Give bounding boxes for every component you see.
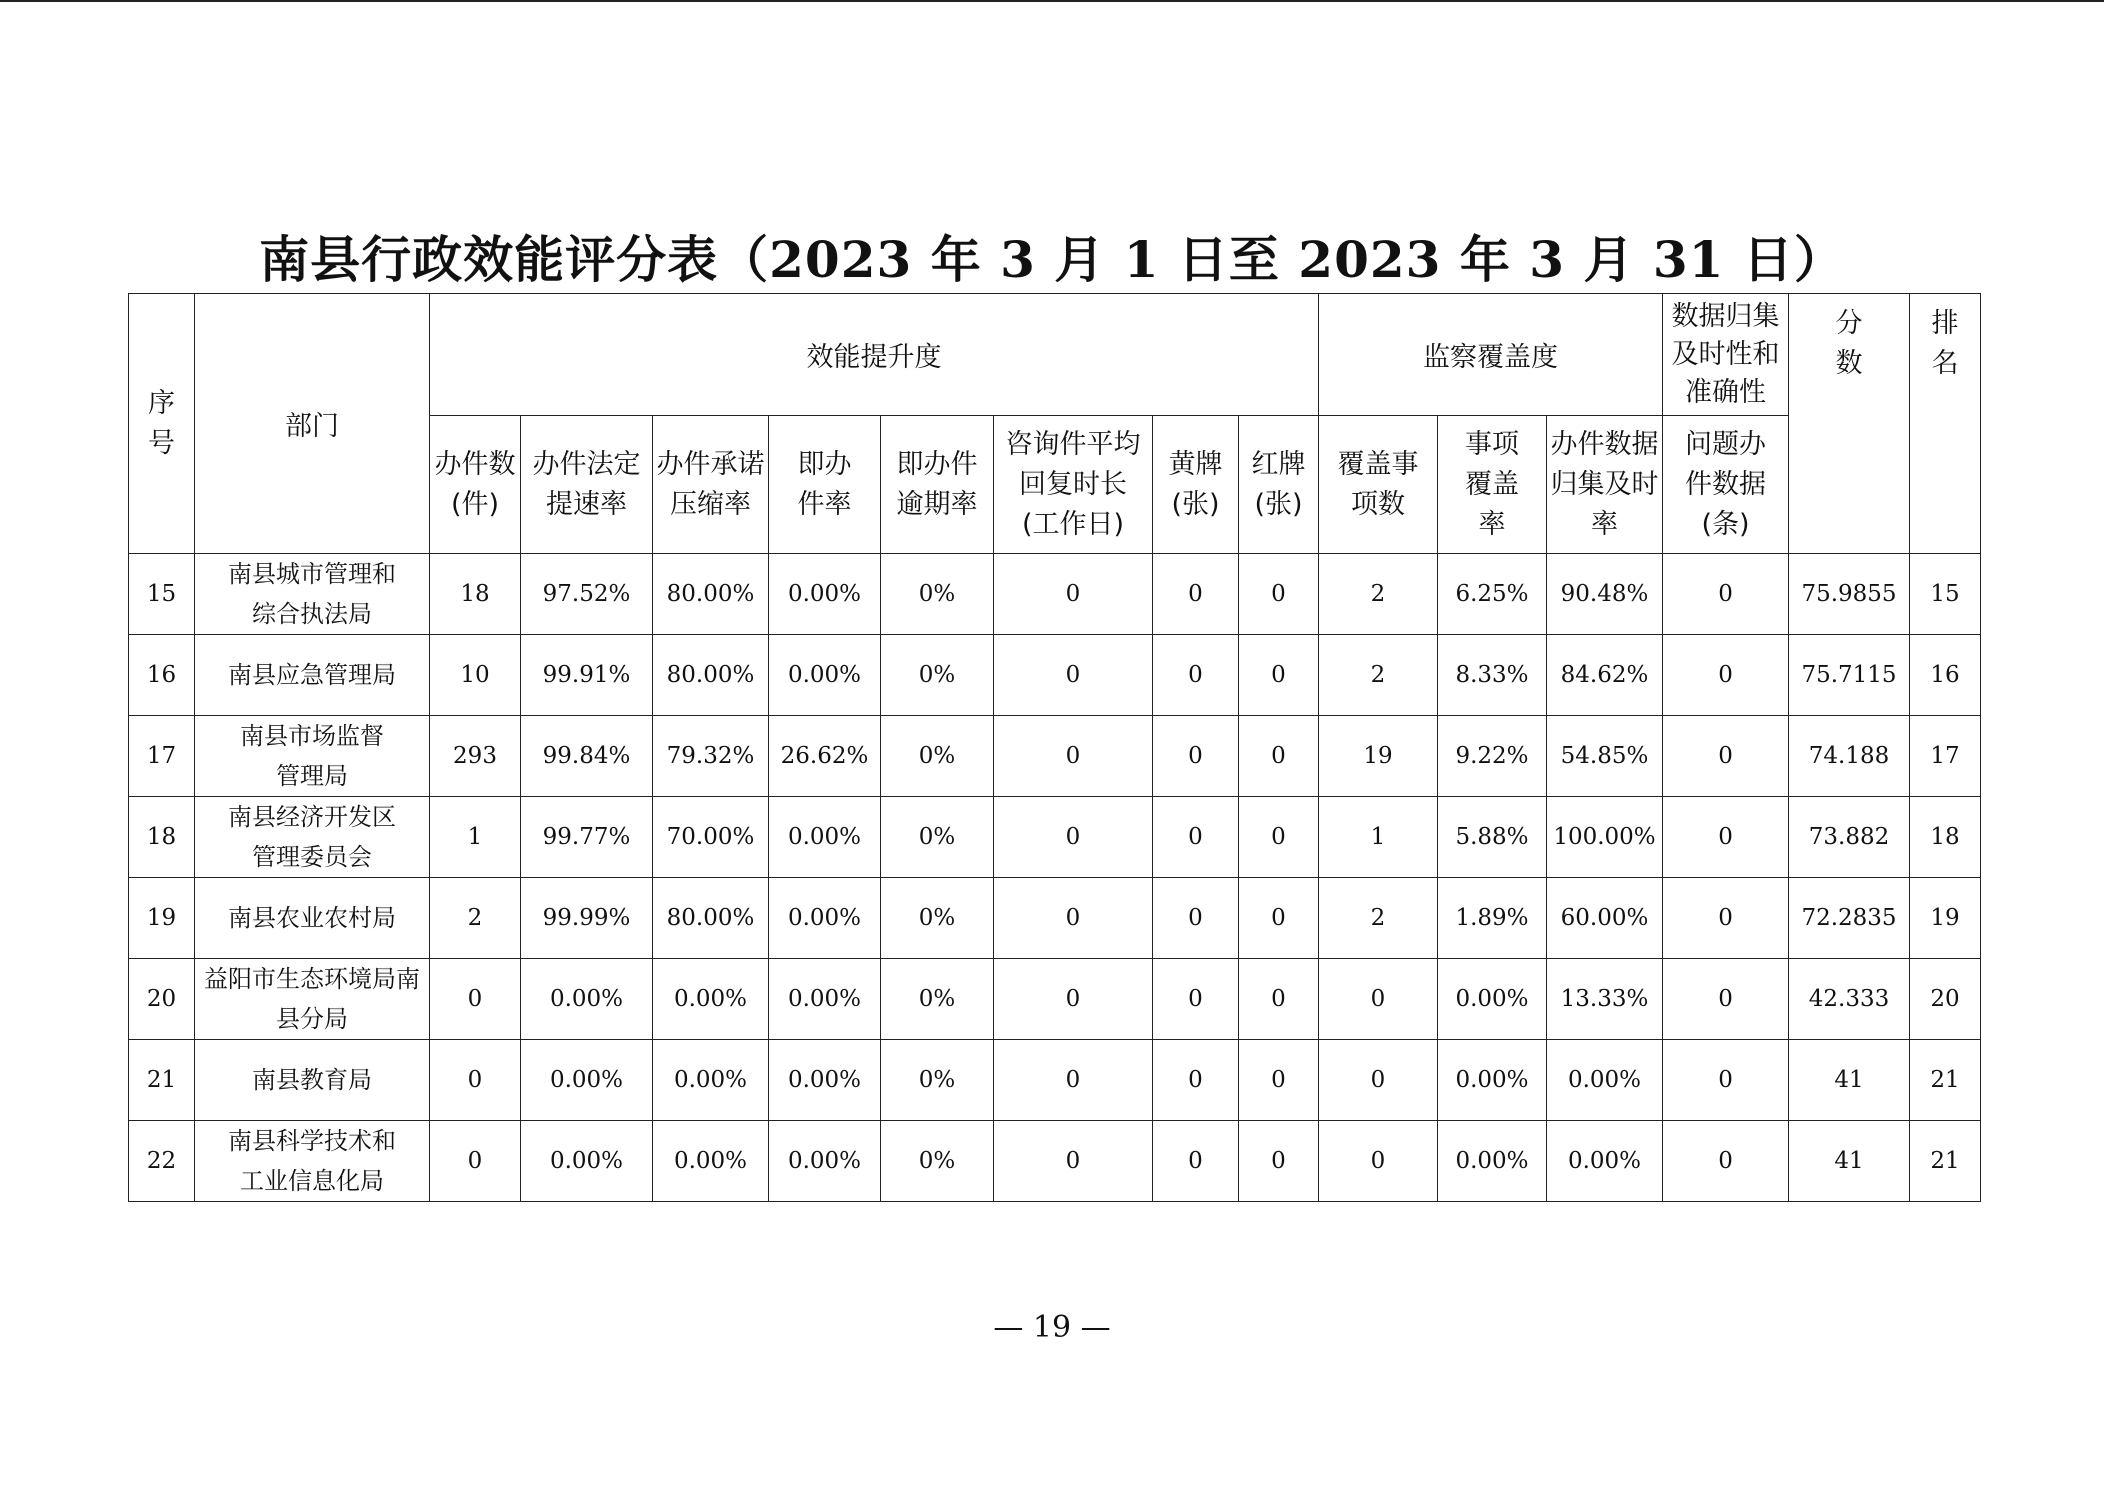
cell-instant: 0.00% — [769, 797, 881, 878]
cell-instant: 0.00% — [769, 878, 881, 959]
table-row — [129, 1040, 1981, 1121]
cell-rank: 15 — [1910, 554, 1981, 635]
table-body — [129, 554, 1981, 1202]
cell-yellow: 0 — [1153, 797, 1239, 878]
cell-instant: 0.00% — [769, 1121, 881, 1202]
dept-name: 南县市场监督管理局 — [240, 722, 384, 790]
cell-dept — [195, 716, 430, 797]
cell-legal: 0.00% — [521, 959, 653, 1040]
cell-cover-rate: 0.00% — [1438, 1040, 1547, 1121]
header-rank — [1910, 294, 1981, 554]
cell-score: 75.9855 — [1789, 554, 1910, 635]
cell-cover-items: 2 — [1319, 554, 1438, 635]
cell-overdue: 0% — [881, 716, 994, 797]
cell-timely: 13.33% — [1547, 959, 1663, 1040]
cell-red: 0 — [1239, 554, 1319, 635]
header-data-group-text: 数据归集及时性和准确性 — [1671, 300, 1780, 408]
cell-commit: 0.00% — [653, 1040, 769, 1121]
cell-cover-items: 2 — [1319, 635, 1438, 716]
cell-problem: 0 — [1663, 635, 1789, 716]
cell-cover-items: 0 — [1319, 959, 1438, 1040]
page-top-border — [0, 0, 2104, 2]
cell-consult: 0 — [994, 959, 1153, 1040]
cell-yellow: 0 — [1153, 554, 1239, 635]
cell-rank: 21 — [1910, 1121, 1981, 1202]
cell-rank: 20 — [1910, 959, 1981, 1040]
cell-commit: 80.00% — [653, 635, 769, 716]
cell-legal: 99.91% — [521, 635, 653, 716]
cell-score: 74.188 — [1789, 716, 1910, 797]
dept-name: 南县农业农村局 — [228, 904, 396, 932]
cell-instant: 26.62% — [769, 716, 881, 797]
dept-name: 南县应急管理局 — [228, 661, 396, 689]
cell-cases: 18 — [430, 554, 521, 635]
cell-legal: 0.00% — [521, 1040, 653, 1121]
cell-cover-rate: 0.00% — [1438, 959, 1547, 1040]
cell-yellow: 0 — [1153, 635, 1239, 716]
cell-score: 41 — [1789, 1121, 1910, 1202]
cell-dept — [195, 797, 430, 878]
table-row — [129, 959, 1981, 1040]
cell-consult: 0 — [994, 635, 1153, 716]
cell-commit: 80.00% — [653, 878, 769, 959]
header-seq — [129, 294, 195, 554]
header-consult-text: 咨询件平均回复时长(工作日) — [1005, 428, 1141, 540]
cell-cover-rate: 1.89% — [1438, 878, 1547, 959]
header-instant-overdue-text: 即办件逾期率 — [896, 448, 978, 520]
header-supervision-group: 监察覆盖度 — [1319, 294, 1663, 416]
cell-cases: 2 — [430, 878, 521, 959]
cell-overdue: 0% — [881, 554, 994, 635]
cell-rank: 17 — [1910, 716, 1981, 797]
cell-overdue: 0% — [881, 1121, 994, 1202]
cell-cases: 293 — [430, 716, 521, 797]
cell-rank: 16 — [1910, 635, 1981, 716]
cell-problem: 0 — [1663, 959, 1789, 1040]
cell-legal: 99.84% — [521, 716, 653, 797]
cell-seq: 17 — [129, 716, 195, 797]
cell-problem: 0 — [1663, 716, 1789, 797]
cell-score: 72.2835 — [1789, 878, 1910, 959]
cell-cover-items: 19 — [1319, 716, 1438, 797]
cell-score: 75.7115 — [1789, 635, 1910, 716]
cell-problem: 0 — [1663, 878, 1789, 959]
cell-dept — [195, 635, 430, 716]
header-problem-text: 问题办件数据(条) — [1685, 428, 1767, 540]
cell-problem: 0 — [1663, 554, 1789, 635]
dept-name: 南县经济开发区管理委员会 — [228, 803, 396, 871]
cell-yellow: 0 — [1153, 716, 1239, 797]
dept-name: 益阳市生态环境局南县分局 — [204, 965, 420, 1033]
header-red-text: 红牌(张) — [1251, 448, 1306, 520]
table-row — [129, 716, 1981, 797]
table-row — [129, 878, 1981, 959]
cell-consult: 0 — [994, 716, 1153, 797]
cell-overdue: 0% — [881, 1040, 994, 1121]
cell-dept — [195, 959, 430, 1040]
table-row — [129, 1121, 1981, 1202]
cell-score: 42.333 — [1789, 959, 1910, 1040]
header-rank-text: 排名 — [1931, 307, 1959, 379]
cell-consult: 0 — [994, 878, 1153, 959]
cell-consult: 0 — [994, 1121, 1153, 1202]
page-title: 南县行政效能评分表（2023 年 3 月 1 日至 2023 年 3 月 31 日） — [259, 230, 1845, 289]
cell-seq: 21 — [129, 1040, 195, 1121]
header-legal-speed-text: 办件法定提速率 — [532, 448, 641, 520]
header-instant-overdue — [881, 416, 994, 554]
cell-seq: 22 — [129, 1121, 195, 1202]
table-row — [129, 797, 1981, 878]
cell-cover-rate: 5.88% — [1438, 797, 1547, 878]
header-problem — [1663, 416, 1789, 554]
header-efficiency-group: 效能提升度 — [430, 294, 1319, 416]
header-commit-comp — [653, 416, 769, 554]
cell-overdue: 0% — [881, 797, 994, 878]
cell-red: 0 — [1239, 797, 1319, 878]
cell-problem: 0 — [1663, 1040, 1789, 1121]
cell-yellow: 0 — [1153, 1040, 1239, 1121]
cell-cases: 0 — [430, 1121, 521, 1202]
cell-seq: 16 — [129, 635, 195, 716]
cell-cover-items: 1 — [1319, 797, 1438, 878]
cell-cases: 1 — [430, 797, 521, 878]
dept-name: 南县科学技术和工业信息化局 — [228, 1127, 396, 1195]
cell-dept — [195, 554, 430, 635]
cell-red: 0 — [1239, 878, 1319, 959]
dept-name: 南县教育局 — [252, 1066, 372, 1094]
header-cover-rate-text: 事项覆盖率 — [1465, 428, 1519, 540]
header-red — [1239, 416, 1319, 554]
cell-commit: 0.00% — [653, 959, 769, 1040]
cell-legal: 0.00% — [521, 1121, 653, 1202]
cell-overdue: 0% — [881, 635, 994, 716]
cell-cover-items: 2 — [1319, 878, 1438, 959]
header-cover-items — [1319, 416, 1438, 554]
score-table — [128, 293, 1981, 1202]
cell-legal: 99.77% — [521, 797, 653, 878]
cell-instant: 0.00% — [769, 635, 881, 716]
header-commit-comp-text: 办件承诺压缩率 — [656, 448, 765, 520]
header-legal-speed — [521, 416, 653, 554]
cell-dept — [195, 1040, 430, 1121]
cell-cover-rate: 8.33% — [1438, 635, 1547, 716]
cell-commit: 80.00% — [653, 554, 769, 635]
cell-timely: 0.00% — [1547, 1040, 1663, 1121]
cell-red: 0 — [1239, 959, 1319, 1040]
cell-problem: 0 — [1663, 797, 1789, 878]
cell-problem: 0 — [1663, 1121, 1789, 1202]
cell-cover-rate: 6.25% — [1438, 554, 1547, 635]
header-cover-rate — [1438, 416, 1547, 554]
cell-cases: 0 — [430, 959, 521, 1040]
cell-timely: 100.00% — [1547, 797, 1663, 878]
cell-consult: 0 — [994, 797, 1153, 878]
cell-cover-items: 0 — [1319, 1040, 1438, 1121]
cell-rank: 21 — [1910, 1040, 1981, 1121]
header-data-group — [1663, 294, 1789, 416]
header-yellow-text: 黄牌(张) — [1168, 448, 1223, 520]
cell-legal: 99.99% — [521, 878, 653, 959]
cell-yellow: 0 — [1153, 1121, 1239, 1202]
header-cover-items-text: 覆盖事项数 — [1337, 448, 1419, 520]
header-data-timely-text: 办件数据归集及时率 — [1550, 428, 1659, 540]
cell-yellow: 0 — [1153, 878, 1239, 959]
header-data-timely — [1547, 416, 1663, 554]
cell-cover-rate: 9.22% — [1438, 716, 1547, 797]
cell-timely: 54.85% — [1547, 716, 1663, 797]
header-cases-text: 办件数(件) — [434, 448, 516, 520]
cell-score: 73.882 — [1789, 797, 1910, 878]
table-row — [129, 554, 1981, 635]
cell-timely: 60.00% — [1547, 878, 1663, 959]
cell-cases: 10 — [430, 635, 521, 716]
cell-timely: 90.48% — [1547, 554, 1663, 635]
table-row — [129, 635, 1981, 716]
header-dept: 部门 — [195, 294, 430, 554]
header-cases — [430, 416, 521, 554]
cell-red: 0 — [1239, 635, 1319, 716]
header-instant-text: 即办件率 — [797, 448, 852, 520]
cell-red: 0 — [1239, 1121, 1319, 1202]
header-instant — [769, 416, 881, 554]
cell-dept — [195, 1121, 430, 1202]
cell-instant: 0.00% — [769, 1040, 881, 1121]
cell-timely: 0.00% — [1547, 1121, 1663, 1202]
cell-rank: 19 — [1910, 878, 1981, 959]
cell-yellow: 0 — [1153, 959, 1239, 1040]
cell-seq: 18 — [129, 797, 195, 878]
cell-commit: 70.00% — [653, 797, 769, 878]
header-score-text: 分数 — [1835, 307, 1863, 379]
cell-dept — [195, 878, 430, 959]
cell-rank: 18 — [1910, 797, 1981, 878]
cell-timely: 84.62% — [1547, 635, 1663, 716]
cell-legal: 97.52% — [521, 554, 653, 635]
cell-consult: 0 — [994, 554, 1153, 635]
cell-seq: 15 — [129, 554, 195, 635]
cell-cover-items: 0 — [1319, 1121, 1438, 1202]
header-seq-text: 序号 — [148, 387, 175, 459]
cell-instant: 0.00% — [769, 554, 881, 635]
cell-cases: 0 — [430, 1040, 521, 1121]
cell-overdue: 0% — [881, 959, 994, 1040]
cell-instant: 0.00% — [769, 959, 881, 1040]
dept-name: 南县城市管理和综合执法局 — [228, 560, 396, 628]
cell-red: 0 — [1239, 716, 1319, 797]
cell-score: 41 — [1789, 1040, 1910, 1121]
page-number: — 19 — — [993, 1310, 1111, 1345]
header-consult — [994, 416, 1153, 554]
cell-commit: 79.32% — [653, 716, 769, 797]
header-score — [1789, 294, 1910, 554]
header-yellow — [1153, 416, 1239, 554]
cell-cover-rate: 0.00% — [1438, 1121, 1547, 1202]
cell-overdue: 0% — [881, 878, 994, 959]
cell-seq: 19 — [129, 878, 195, 959]
cell-red: 0 — [1239, 1040, 1319, 1121]
cell-consult: 0 — [994, 1040, 1153, 1121]
cell-seq: 20 — [129, 959, 195, 1040]
cell-commit: 0.00% — [653, 1121, 769, 1202]
